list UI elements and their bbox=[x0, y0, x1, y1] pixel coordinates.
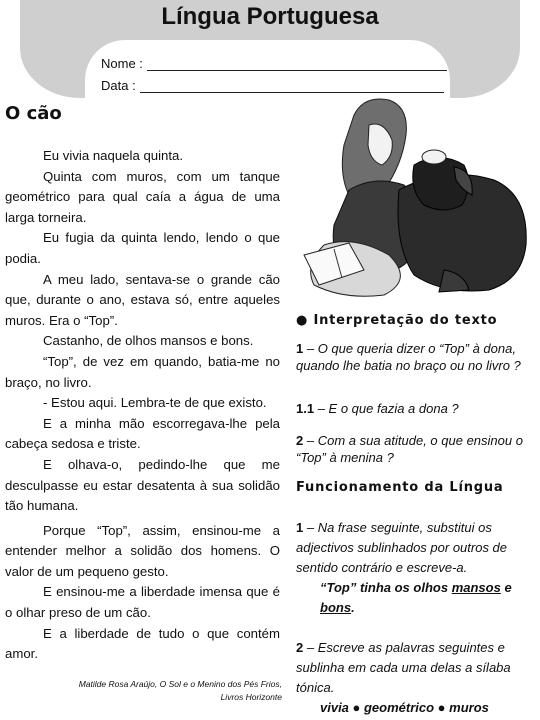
source-citation bbox=[60, 678, 282, 704]
underlined-word-mansos: mansos bbox=[451, 580, 501, 595]
story-paragraph: E a liberdade de tudo o que contém amor. bbox=[5, 625, 280, 662]
interpretation-question-2: 2 – Com a sua atitude, o que ensinou o “Top” à menina ? bbox=[296, 433, 523, 465]
language-question-2-words: vivia ● geométrico ● muros bbox=[320, 700, 489, 715]
story-paragraph: - Estou aqui. Lembra-te de que existo. bbox=[43, 395, 267, 411]
interpretation-question-1: 1 – O que queria dizer o “Top” à dona, quando lhe batia no braço ou no livro ? bbox=[296, 341, 521, 373]
language-question-1: 1 – Na frase seguinte, substitui os adjectivos sublinhados por outros de sentido contrário e escreve-a. “Top” tinha os olhos mansos e bons. bbox=[296, 518, 536, 618]
story-paragraph: “Top”, de vez em quando, batia-me no braço, no livro. bbox=[5, 353, 280, 390]
source-publisher: Livros Horizonte bbox=[220, 692, 282, 702]
date-field-row bbox=[101, 78, 444, 93]
name-label: Nome : bbox=[101, 56, 143, 71]
header-banner bbox=[20, 0, 520, 98]
story-paragraph: Quinta com muros, com um tanque geométrico para qual caía a água de uma larga torneira. bbox=[5, 168, 280, 225]
story-paragraph: Porque “Top”, assim, ensinou-me a entender melhor a solidão dos homens. O valor de um pequeno gesto. bbox=[5, 522, 280, 579]
underlined-word-bons: bons bbox=[320, 600, 352, 615]
girl-reading-with-dog-illustration bbox=[294, 95, 534, 300]
story-paragraph: E a minha mão escorregava-lhe pela cabeça sedosa e triste. bbox=[5, 415, 280, 452]
source-line: Matilde Rosa Araújo, O Sol e o Menino dos Pés Frios, bbox=[78, 679, 282, 689]
story-paragraph: E olhava-o, pedindo-lhe que me desculpasse eu estar desatenta à sua solidão tão humana. bbox=[5, 456, 280, 514]
story-paragraph: A meu lado, sentava-se o grande cão que, durante o ano, estava só, entre aqueles muros. Era o “Top”. bbox=[5, 271, 280, 328]
date-input-line[interactable] bbox=[140, 80, 444, 93]
story-text bbox=[5, 146, 280, 665]
story-paragraph: E ensinou-me a liberdade imensa que é o olhar preso de um cão. bbox=[5, 584, 280, 621]
language-heading: Funcionamento da Língua bbox=[296, 480, 504, 495]
page-title: Língua Portuguesa bbox=[161, 3, 379, 30]
story-paragraph: Eu fugia da quinta lendo, lendo o que podia. bbox=[5, 230, 280, 266]
language-question-2: 2 – Escreve as palavras seguintes e sublinha em cada uma delas a sílaba tónica. vivia ● geométrico ● muros bbox=[296, 638, 536, 718]
student-info-box bbox=[85, 40, 450, 98]
language-question-1-sentence: “Top” tinha os olhos mansos e bons. bbox=[320, 580, 512, 615]
name-input-line[interactable] bbox=[147, 58, 447, 71]
interpretation-heading: ● Interpretação do texto bbox=[296, 313, 498, 328]
interpretation-question-1-1: 1.1 – E o que fazia a dona ? bbox=[296, 401, 459, 416]
story-paragraph: Eu vivia naquela quinta. bbox=[43, 148, 184, 163]
name-field-row bbox=[101, 56, 447, 71]
date-label: Data : bbox=[101, 78, 136, 93]
story-title: O cão bbox=[5, 103, 62, 124]
story-paragraph: Castanho, de olhos mansos e bons. bbox=[43, 333, 254, 349]
